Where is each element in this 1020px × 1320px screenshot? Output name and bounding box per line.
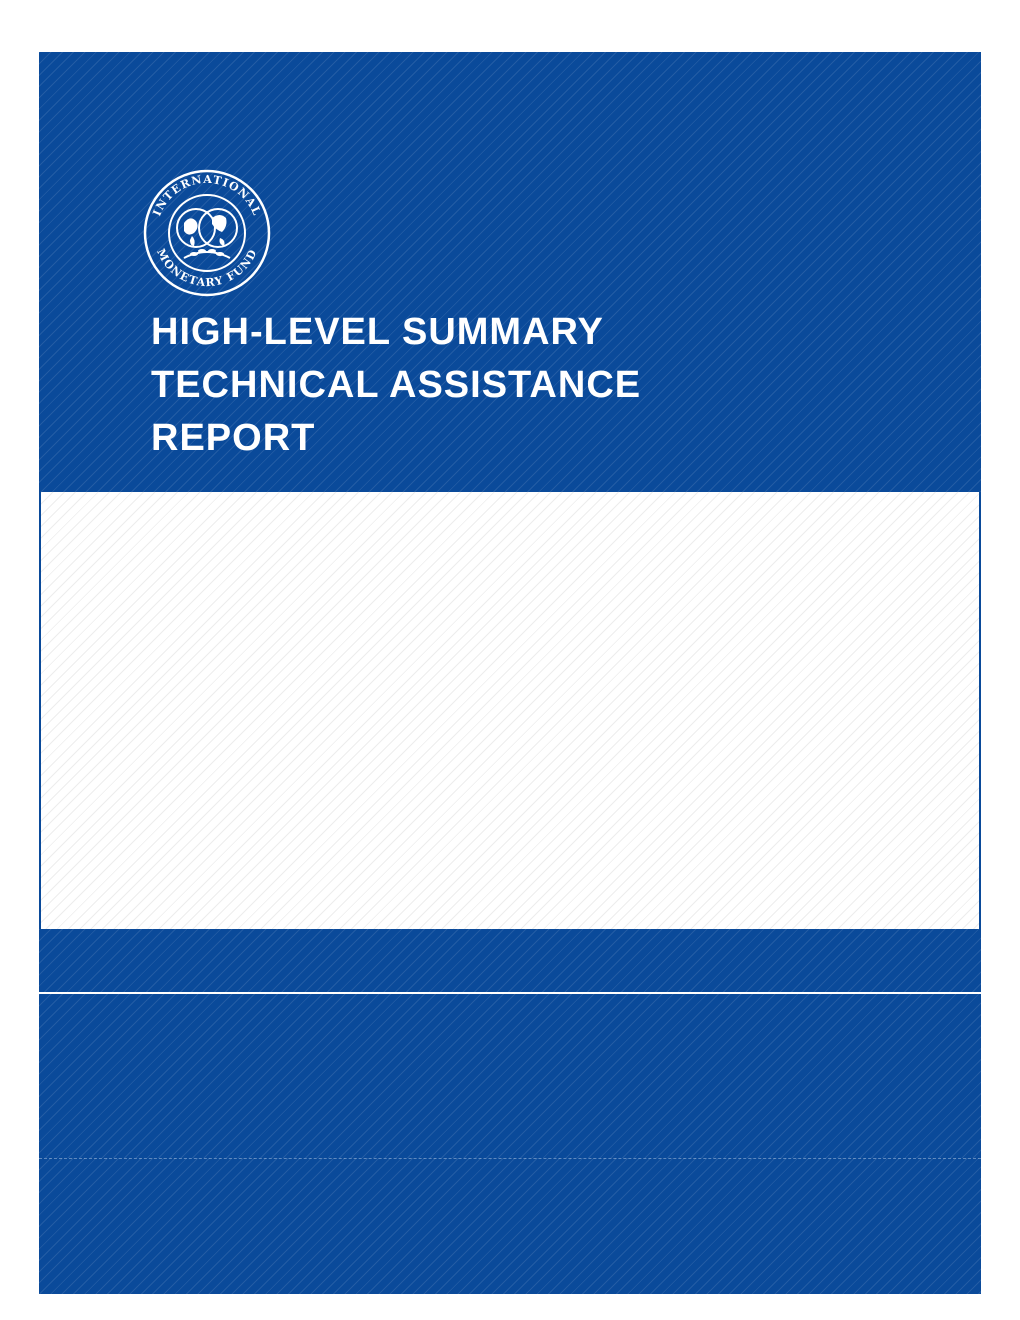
report-title-line: REPORT (151, 417, 316, 459)
report-cover (39, 52, 981, 1294)
cover-footer-band (39, 1158, 981, 1294)
report-title-line: HIGH-LEVEL SUMMARY (151, 311, 604, 353)
seal-text-top: INTERNATIONAL (150, 172, 264, 218)
report-title-line: TECHNICAL ASSISTANCE (151, 364, 642, 406)
cover-lower-band (39, 994, 981, 1158)
seal-text-bottom: MONETARY FUND (154, 246, 260, 290)
imf-seal-icon (142, 168, 272, 298)
cover-dashed-divider (39, 1158, 981, 1159)
cover-accent-strip (39, 929, 981, 992)
cover-info-panel (39, 492, 981, 929)
cover-header-band (39, 52, 981, 492)
report-title (151, 306, 641, 465)
